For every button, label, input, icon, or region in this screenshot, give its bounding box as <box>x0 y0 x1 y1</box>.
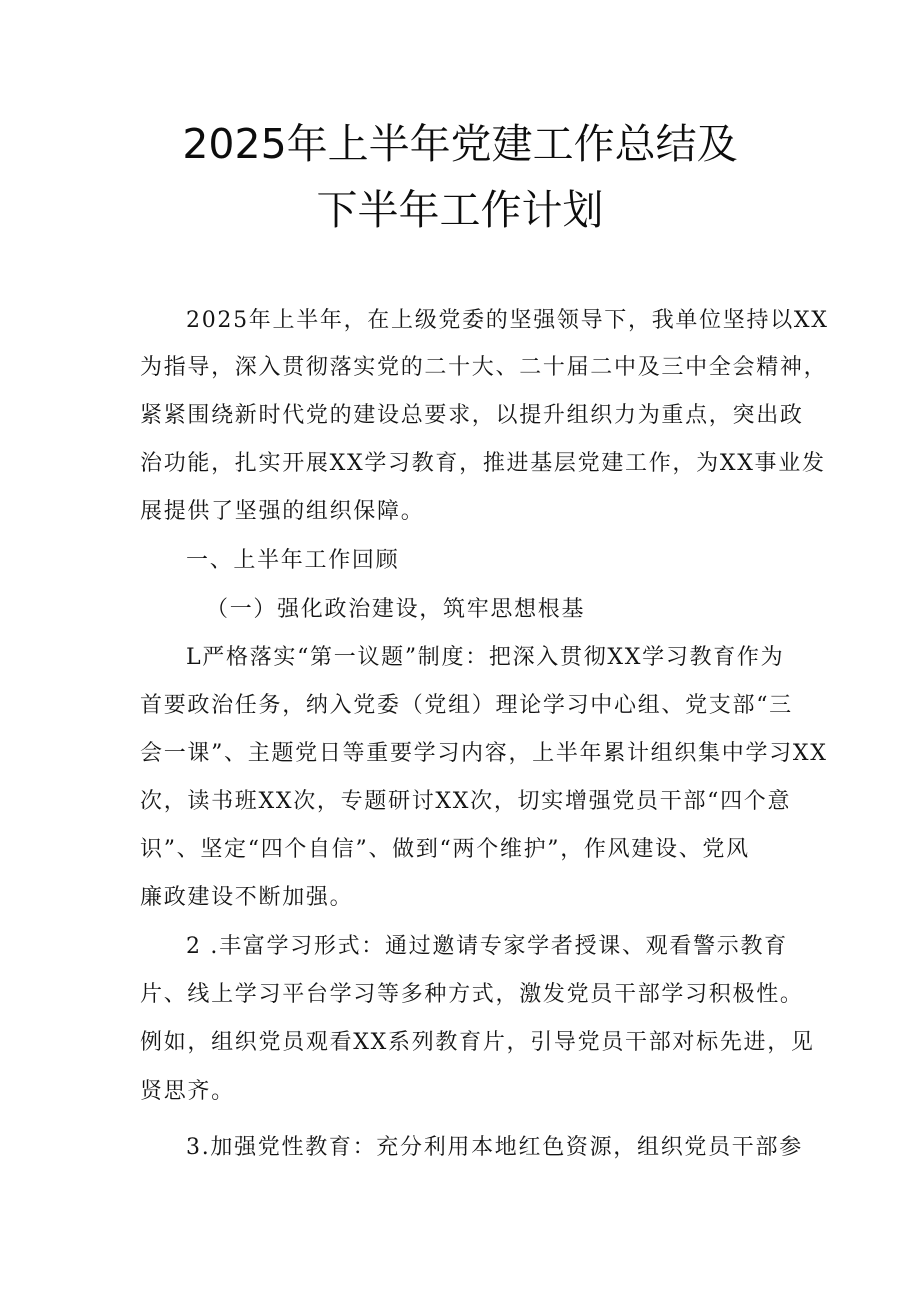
document-title-line-2: 下半年工作计划 <box>316 186 604 234</box>
subsection-heading: （一）强化政治建设，筑牢思想根基 <box>206 597 586 622</box>
paragraph-line: 治功能，扎实开展XX学习教育，推进基层党建工作，为XX事业发 <box>140 451 826 476</box>
paragraph-line: 次，读书班XX次，专题研讨XX次，切实增强党员干部“四个意 <box>140 789 792 814</box>
paragraph-line: 展提供了坚强的组织保障。 <box>140 499 425 524</box>
paragraph-line: 识”、坚定“四个自信”、做到“两个维护”，作风建设、党风 <box>140 837 750 862</box>
paragraph-line: 紧紧围绕新时代党的建设总要求，以提升组织力为重点，突出政 <box>140 403 804 428</box>
paragraph-line: 廉政建设不断加强。 <box>140 885 354 910</box>
paragraph-line: 2025年上半年，在上级党委的坚强领导下，我单位坚持以XX <box>186 308 829 333</box>
paragraph-line: 2 .丰富学习形式：通过邀请专家学者授课、观看警示教育 <box>186 934 788 959</box>
paragraph-line: 会一课”、主题党日等重要学习内容，上半年累计组织集中学习XX <box>140 741 828 766</box>
paragraph-line: 片、线上学习平台学习等多种方式，激发党员干部学习积极性。 <box>140 982 804 1007</box>
paragraph-line: 贤思齐。 <box>140 1079 235 1104</box>
document-title-line-1: 2025年上半年党建工作总结及 <box>182 120 738 168</box>
paragraph-line: 首要政治任务，纳入党委（党组）理论学习中心组、党支部“三 <box>140 693 793 718</box>
section-heading: 一、上半年工作回顾 <box>186 548 400 573</box>
paragraph-line: 3.加强党性教育：充分利用本地红色资源，组织党员干部参 <box>186 1135 803 1160</box>
paragraph-line: L严格落实“第一议题”制度：把深入贯彻XX学习教育作为 <box>186 645 785 670</box>
paragraph-line: 例如，组织党员观看XX系列教育片，引导党员干部对标先进，见 <box>140 1030 815 1055</box>
paragraph-line: 为指导，深入贯彻落实党的二十大、二十届二中及三中全会精神， <box>140 355 828 380</box>
